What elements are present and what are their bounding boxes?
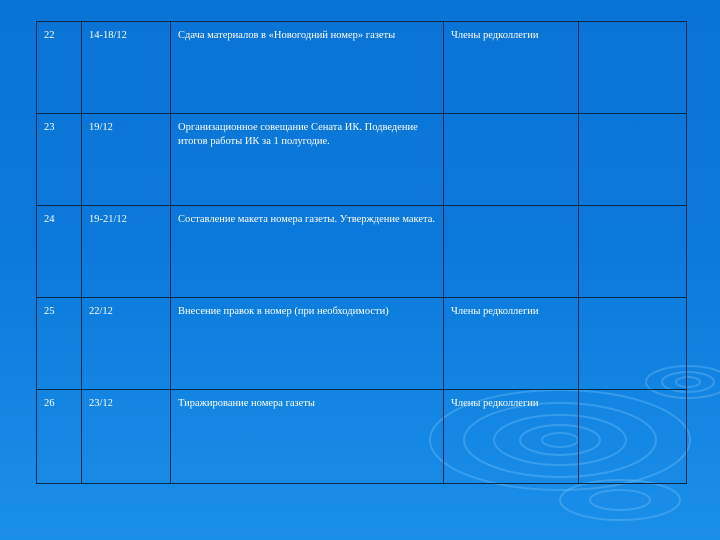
responsible-cell: Члены редколлегии	[444, 390, 579, 484]
table-row	[37, 22, 687, 114]
responsible-cell	[444, 114, 579, 206]
event-cell: Внесение правок в номер (при необходимости)	[171, 298, 444, 390]
row-number-cell: 22	[37, 22, 82, 114]
date-cell: 22/12	[82, 298, 171, 390]
extra-cell	[579, 114, 687, 206]
date-cell: 14-18/12	[82, 22, 171, 114]
extra-cell	[579, 206, 687, 298]
date-cell: 23/12	[82, 390, 171, 484]
event-cell: Составление макета номера газеты. Утверждение макета.	[171, 206, 444, 298]
date-cell: 19-21/12	[82, 206, 171, 298]
row-number-cell: 24	[37, 206, 82, 298]
extra-cell	[579, 22, 687, 114]
event-cell: Сдача материалов в «Новогодний номер» газеты	[171, 22, 444, 114]
schedule-table	[36, 21, 687, 484]
table-row	[37, 390, 687, 484]
extra-cell	[579, 390, 687, 484]
table-row	[37, 114, 687, 206]
responsible-cell	[444, 206, 579, 298]
row-number-cell: 23	[37, 114, 82, 206]
date-cell: 19/12	[82, 114, 171, 206]
responsible-cell: Члены редколлегии	[444, 22, 579, 114]
table-row	[37, 206, 687, 298]
row-number-cell: 26	[37, 390, 82, 484]
extra-cell	[579, 298, 687, 390]
event-cell: Организационное совещание Сената ИК. Подведение итогов работы ИК за 1 полугодие.	[171, 114, 444, 206]
responsible-cell: Члены редколлегии	[444, 298, 579, 390]
table-row	[37, 298, 687, 390]
row-number-cell: 25	[37, 298, 82, 390]
event-cell: Тиражирование номера газеты	[171, 390, 444, 484]
